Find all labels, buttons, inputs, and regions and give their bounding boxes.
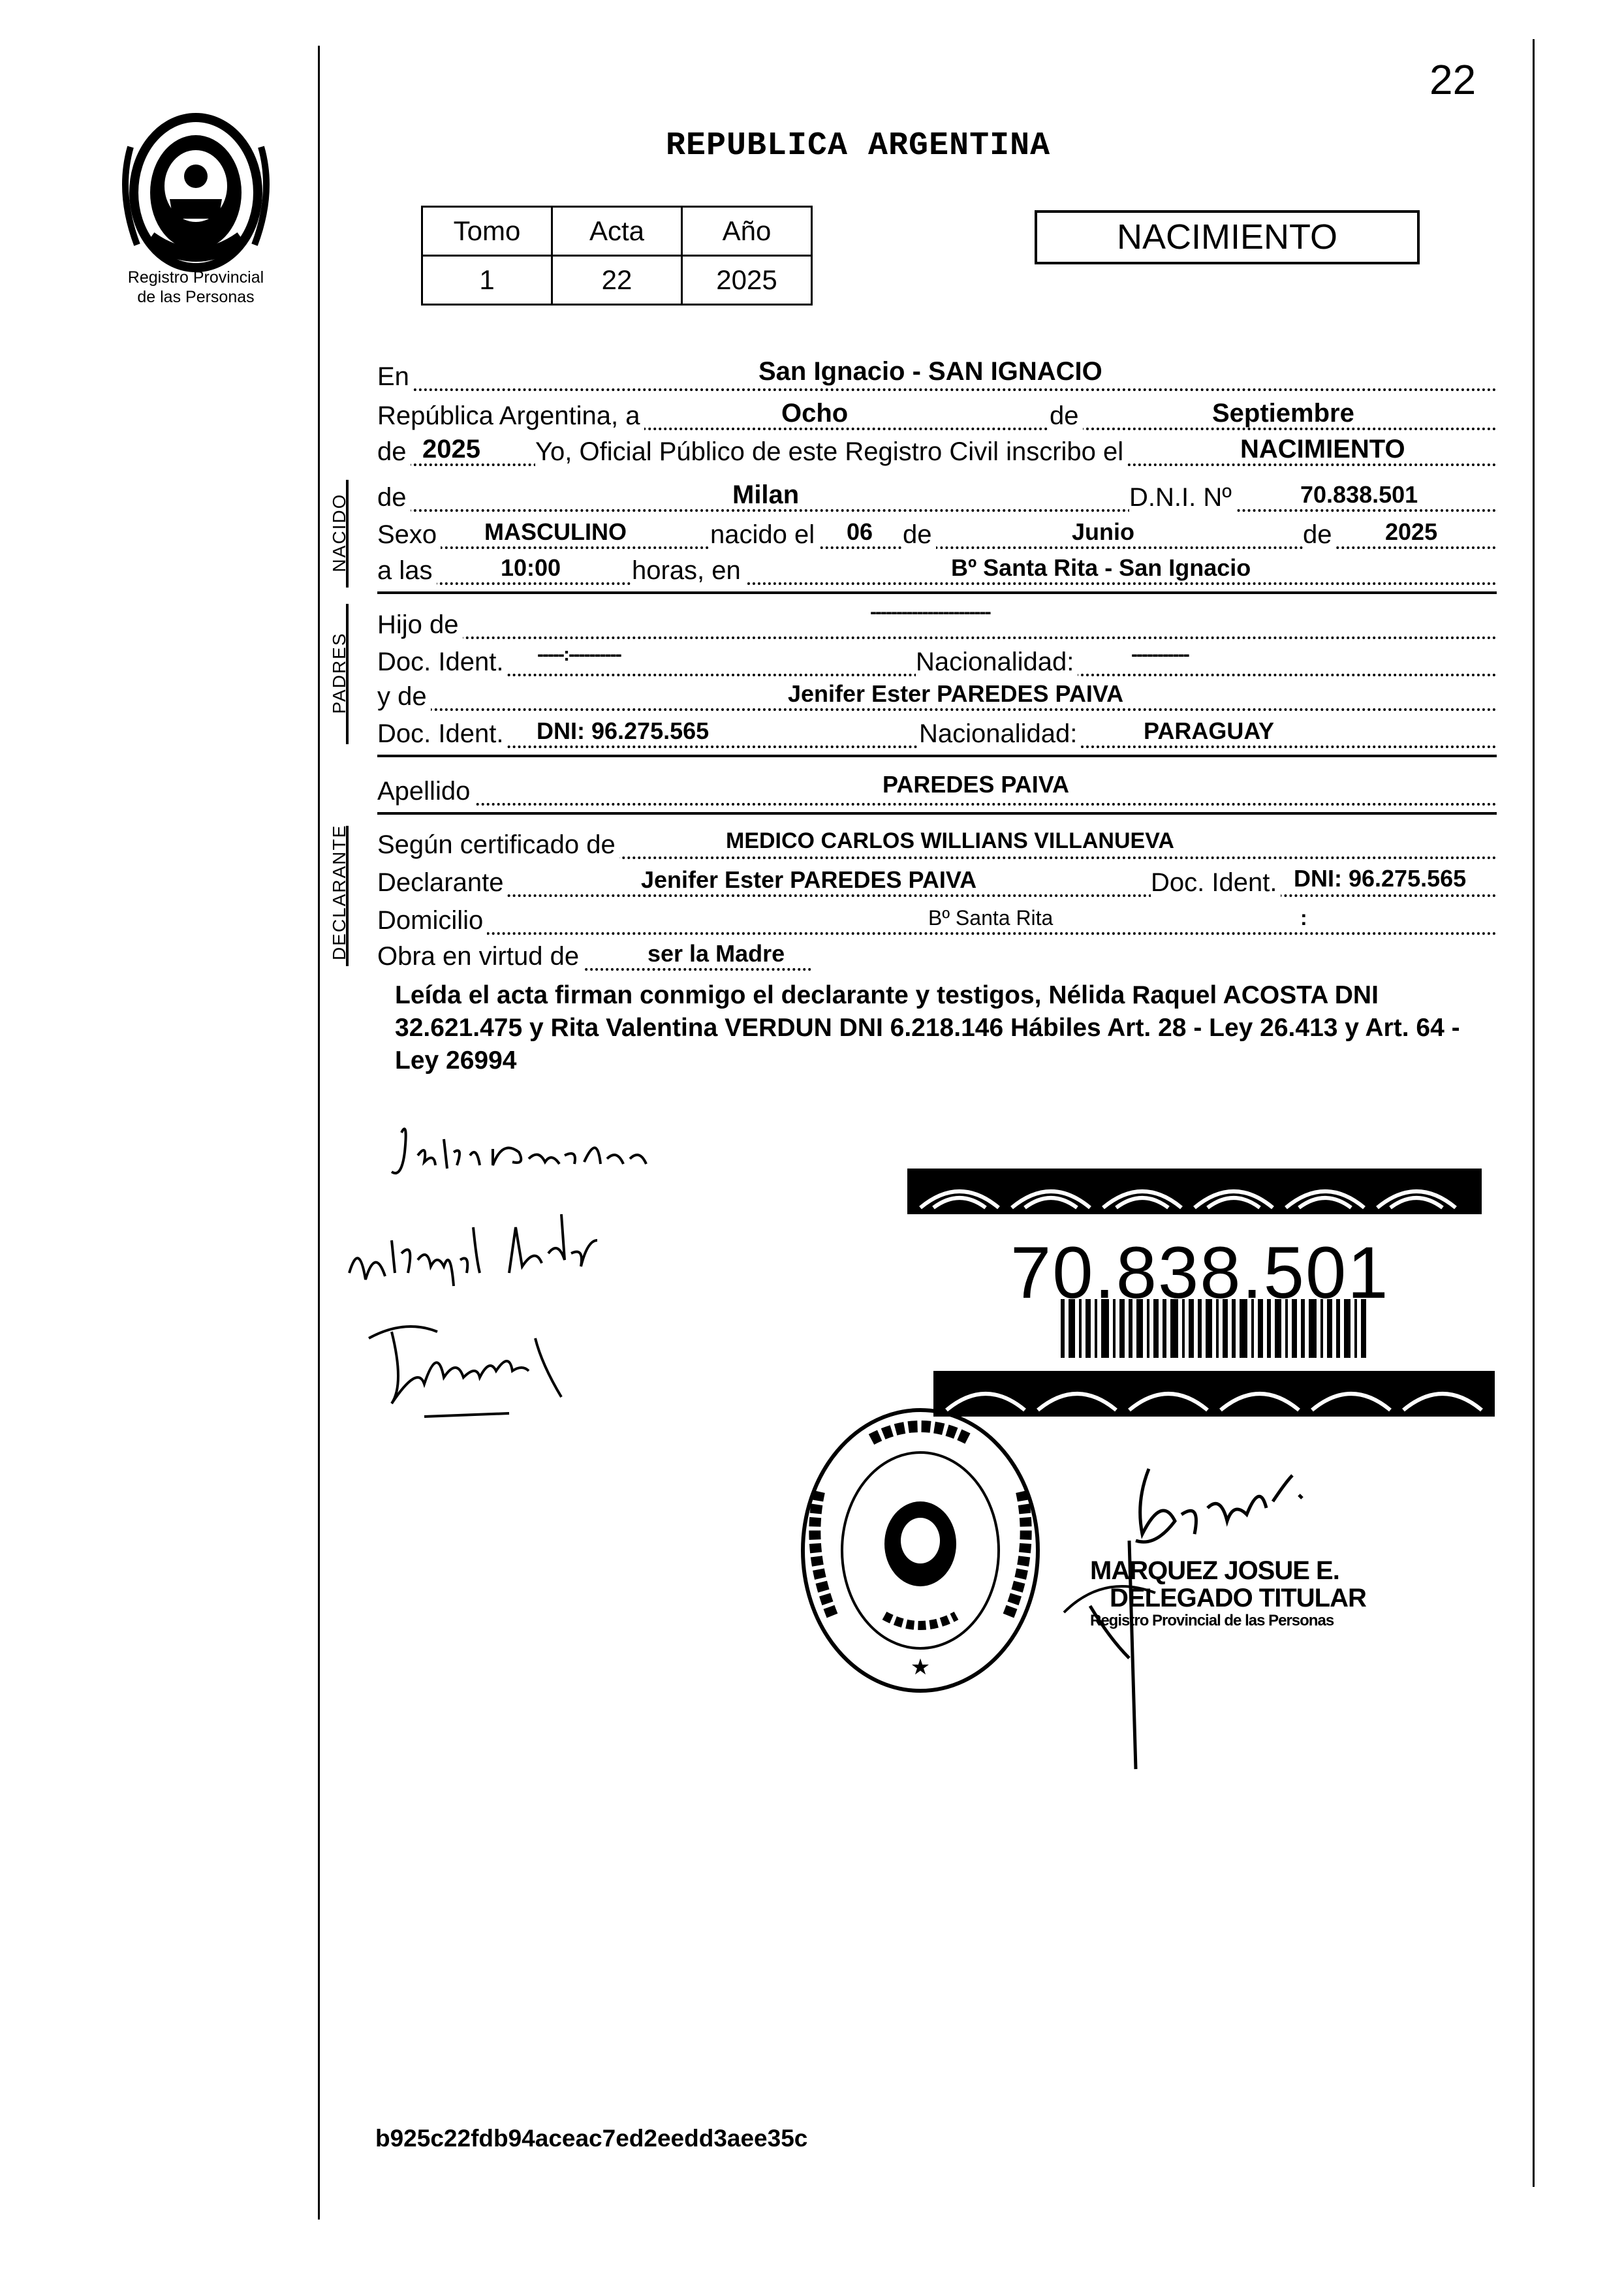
obra-label: Obra en virtud de [377,942,583,971]
document-hash: b925c22fdb94aceac7ed2eedd3aee35c [375,2125,808,2152]
row-child-name [377,477,1497,516]
father-doc-label: Doc. Ident. [377,648,507,676]
row-domicile [377,900,1497,939]
nacido-el-label: nacido el [710,520,819,549]
de-label: de [1050,401,1083,430]
row-date [377,395,1497,434]
month-value: Septiembre [1210,399,1357,428]
tomo-header: Tomo [422,207,552,256]
sexo-label: Sexo [377,520,441,549]
declarant-doc-value: DNI: 96.275.565 [1291,864,1469,893]
acta-value: 22 [552,256,682,305]
mother-doc-value: DNI: 96.275.565 [534,717,711,746]
day-words-value: Ocho [779,399,851,428]
row-sex-birth [377,514,1497,553]
mother-doc-label: Doc. Ident. [377,719,507,748]
act-kind-value: NACIMIENTO [1238,435,1408,463]
child-dni-value: 70.838.501 [1298,480,1420,509]
child-de-label: de [377,483,411,512]
year-label: de [377,437,411,466]
hijo-de-label: Hijo de [377,610,463,639]
padres-section-label: PADRES [329,632,349,714]
domicile-end-mark: : [1298,903,1310,932]
birth-place-value: Bº Santa Rita - San Ignacio [948,554,1253,582]
apellido-separator [377,812,1497,815]
official-title: DELEGADO TITULAR [1110,1584,1366,1612]
declarant-doc-label: Doc. Ident. [1151,868,1281,897]
domicile-value: Bº Santa Rita [926,903,1055,932]
birth-year-value: 2025 [1382,518,1440,546]
registry-seal-icon [793,1400,1048,1701]
father-name-value: ----------------------- [870,601,990,623]
row-mother-doc [377,713,1497,752]
row-time-place [377,550,1497,589]
declarant-signature-icon [388,1113,728,1191]
row-place [377,356,1497,395]
horas-label: horas, en [632,556,745,585]
birth-de-label-2: de [1303,520,1336,549]
declarant-name-value: Jenifer Ester PAREDES PAIVA [638,866,979,894]
left-margin-line [318,46,320,2220]
mother-name-value: Jenifer Ester PAREDES PAIVA [785,680,1126,708]
alas-label: a las [377,556,437,585]
act-type-box: NACIMIENTO [1035,210,1420,264]
registry-name-line1: Registro Provincial [127,268,264,287]
misiones-emblem-icon [111,108,281,277]
father-nat-label: Nacionalidad: [916,648,1078,676]
dni-label: D.N.I. Nº [1129,483,1236,512]
registry-name [98,268,294,307]
mother-nat-label: Nacionalidad: [919,719,1081,748]
witness-acosta-signature-icon [339,1201,679,1293]
birth-time-value: 10:00 [498,554,563,582]
sex-value: MASCULINO [482,518,629,546]
svg-text:★: ★ [910,1654,931,1680]
capacity-value: ser la Madre [645,939,787,968]
year-value: 2025 [420,435,483,463]
en-label: En [377,362,413,391]
father-nationality-value: ----------- [1131,644,1189,665]
closing-statement: Leída el acta firman conmigo el declarante y testigos, Nélida Raquel ACOSTA DNI 32.621.475 y Rita Valentina VERDUN DNI 6.218.146 Hábiles Art. 28 - Ley 26.413 y Art. 64 - Ley 26994 [395,981,1460,1075]
official-org: Registro Provincial de las Personas [1090,1612,1334,1629]
place-value: San Ignacio - SAN IGNACIO [756,357,1105,386]
row-father-doc [377,641,1497,680]
apellido-value: PAREDES PAIVA [880,770,1072,799]
republica-label: República Argentina, a [377,401,644,430]
row-father [377,601,1497,643]
tomo-value: 1 [422,256,552,305]
right-margin-line [1533,39,1535,2187]
anio-value: 2025 [682,256,812,305]
nacido-separator [377,591,1497,594]
domicile-label: Domicilio [377,906,487,935]
row-mother [377,676,1497,715]
padres-separator [377,755,1497,757]
registry-name-line2: de las Personas [137,288,255,306]
row-declarant [377,862,1497,901]
cert-label: Según certificado de [377,830,619,859]
document-title: REPUBLICA ARGENTINA [666,127,1051,165]
y-de-label: y de [377,682,431,711]
nacido-section-label: NACIDO [329,493,349,573]
official-stamp [1090,1557,1366,1630]
witness-verdun-signature-icon [366,1306,614,1436]
apellido-label: Apellido [377,777,474,806]
official-name: MARQUEZ JOSUE E. [1090,1556,1339,1585]
certificate-value: MEDICO CARLOS WILLIANS VILLANUEVA [723,826,1177,855]
birth-de-label: de [903,520,936,549]
acta-header: Acta [552,207,682,256]
row-certificate [377,824,1497,863]
inscribe-text: Yo, Oficial Público de este Registro Civil inscribo el [535,437,1127,466]
mother-nationality-value: PARAGUAY [1141,717,1277,746]
row-apellido [377,770,1497,809]
row-capacity [377,935,1497,975]
birth-day-value: 06 [844,518,875,546]
barcode-number: 70.838.501 [1010,1232,1390,1313]
row-year [377,431,1497,470]
page-number: 22 [1429,56,1476,103]
anio-header: Año [682,207,812,256]
child-name-value: Milan [730,480,802,509]
father-doc-value: -----:---------- [537,644,621,665]
birth-month-value: Junio [1069,518,1137,546]
volume-table [421,206,813,306]
declarant-label: Declarante [377,868,507,897]
declarante-section-label: DECLARANTE [329,824,349,960]
